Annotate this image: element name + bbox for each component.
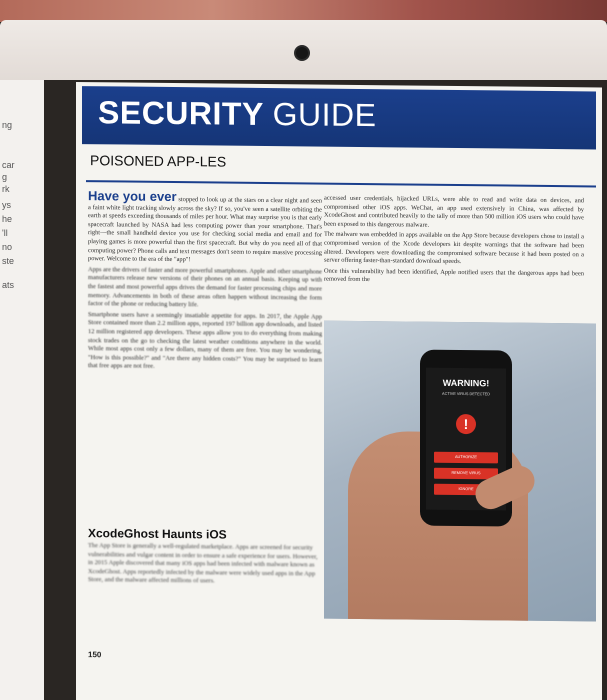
subheading: XcodeGhost Haunts iOS: [88, 526, 227, 542]
page-number: 150: [88, 650, 102, 660]
sidebar-fragment: ys: [2, 200, 11, 210]
paragraph: Once this vulnerability had been identified, Apple notified users that the dangerous apps had been removed from the: [324, 267, 584, 284]
article-left-column: [88, 188, 322, 375]
page-header: [82, 86, 596, 149]
lead-in: Have you ever: [88, 188, 177, 205]
ignore-button: IGNORE: [434, 484, 498, 496]
sidebar-fragment: car: [2, 160, 15, 170]
page-title: [98, 94, 376, 134]
warning-title: WARNING!: [442, 377, 490, 389]
paragraph: Apps are the drivers of faster and more powerful smartphones. Apple and other smartphone manufacturers release new versions of their phones on an annual basis. Keeping up with the fastest and most powerful apps drives the demand for faster processing chips and more memory. Advancements in both of these areas often happen without increasing the form factor of the phone or reducing battery life.: [88, 265, 322, 309]
title-thin: GUIDE: [272, 96, 377, 134]
warning-subtitle: ACTIVE VIRUS DETECTED: [442, 391, 490, 397]
title-bold: SECURITY: [98, 94, 264, 132]
paragraph: stopped to look up at the stars on a clear night and seen a faint white light tracking slowly across the sky? If so, you've seen a satellite orbiting the earth at speeds exceeding thousands of miles per hour. What may surprise you is that early spacecraft launched by NASA had less computing power than your smartphone. That's right—the small handheld device you use for checking social media and email and for playing games is more powerful than the first spacecraft. But why do you need all of that computing power? Phone calls and text messages don't seem to require massive processing power. Welcome to the era of the "app"!: [88, 196, 322, 264]
paragraph: The malware was embedded in apps available on the App Store because developers chose to install a compromised version of the Xcode developers kit despite warnings that the software had been altered. Developers were downloading the compromised software because it had been posted on a server offering faster-than-standard download speeds.: [324, 230, 584, 266]
subsection-body: The App Store is generally a well-regulated marketplace. Apps are screened for security vulnerabilities and vulgar content in order to ensure a safe experience for users. However, in 2015 Apple discovered that many iOS apps had been infected with malware known as XcodeGhost. Apps reportedly infected by the malware were widely used apps in the App Store, and the malware affected millions of users.: [88, 542, 318, 585]
section-title: POISONED APP-LES: [90, 152, 227, 170]
article-right-column: [324, 195, 584, 290]
webcam-icon: [296, 47, 308, 59]
phone-warning-photo: [324, 321, 596, 622]
sidebar-fragment: ste: [2, 256, 15, 266]
authorize-button: AUTHORIZE: [434, 452, 498, 464]
paragraph: accessed user credentials, hijacked URLs, were able to read and write data on devices, and compromised other iOS apps. WeChat, an app used extensively in China, was affected by XcodeGhost and contributed heavily to the tally of more than 500 million iOS users who could have been exposed to this dangerous malware.: [324, 194, 584, 229]
section-rule: [86, 180, 596, 187]
sidebar-fragment: ng: [2, 120, 13, 130]
sidebar-fragment: ats: [2, 280, 15, 290]
magazine-page: [76, 82, 602, 700]
sidebar-fragment: rk: [2, 184, 10, 194]
background-strip: [0, 0, 607, 22]
sidebar-fragment: 'll: [2, 228, 8, 238]
paragraph: Smartphone users have a seemingly insatiable appetite for apps. In 2017, the Apple App Store contained more than 2.2 million apps, reported 197 billion app downloads, and listed 12 million registered app developers. These apps allow you to do everything from making stock trades on the go to checking the latest weather conditions anywhere in the world. While most apps cost only a few dollars, many of them are free. You may be wondering, "How is this possible?" and "Are there any hidden costs?" You may be surprised to learn that free apps are not free.: [88, 310, 322, 371]
sidebar-fragment: no: [2, 242, 13, 252]
remove-virus-button: REMOVE VIRUS: [434, 468, 498, 480]
sidebar-fragment: he: [2, 214, 13, 224]
previous-page-edge: [0, 80, 44, 700]
screen: [0, 80, 607, 700]
sidebar-fragment: g: [2, 172, 8, 182]
alert-icon: !: [456, 414, 476, 434]
